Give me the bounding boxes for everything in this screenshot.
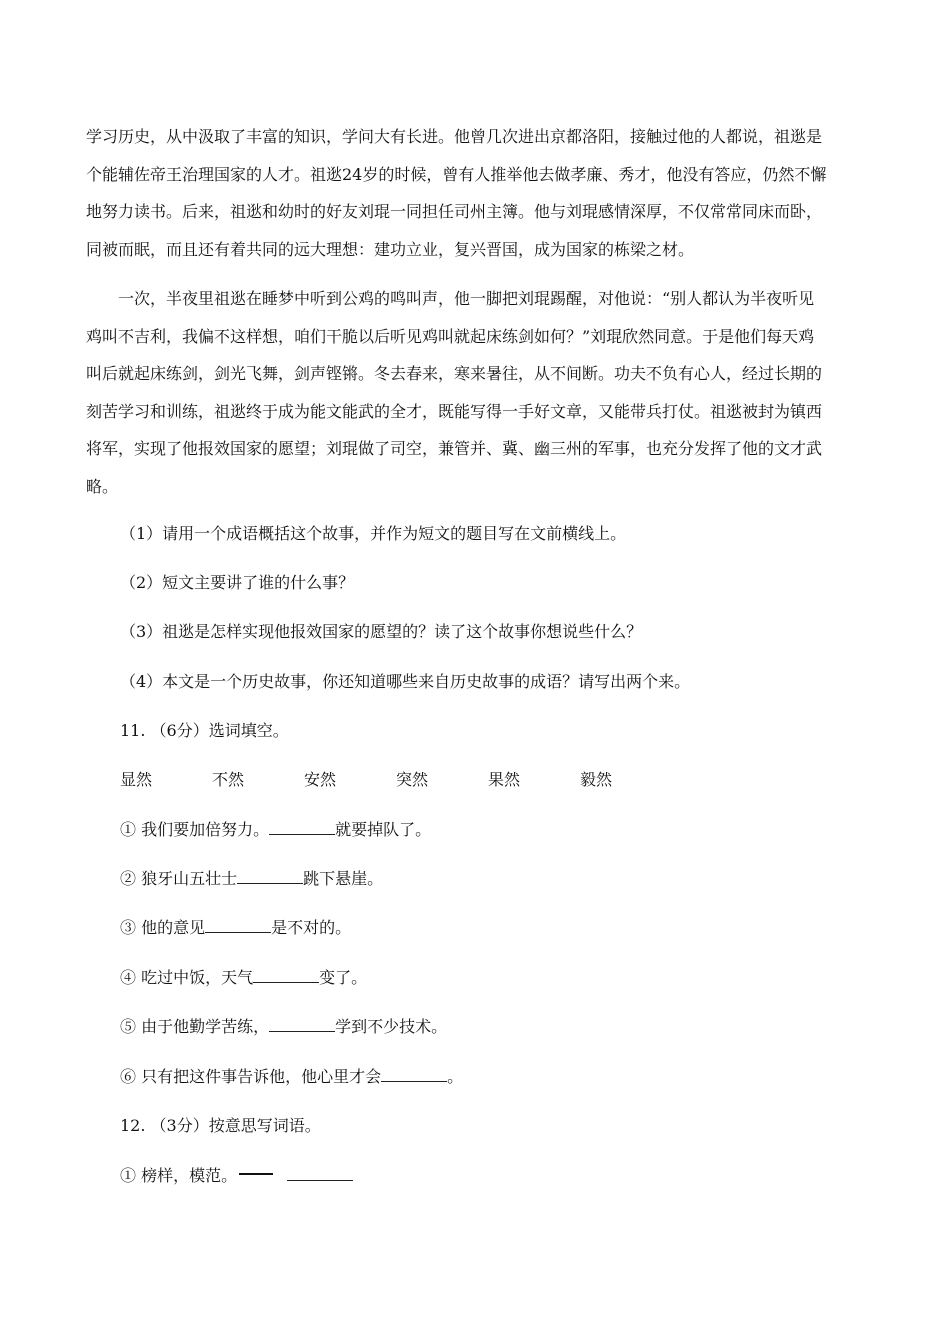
fill-item-suffix: 。 [447, 1067, 464, 1086]
text-line: 刻苦学习和训练，祖逖终于成为能文能武的全才，既能写得一手好文章，又能带兵打仗。祖逖被封为镇西 [86, 401, 823, 421]
fill-item-suffix: 跳下悬崖。 [303, 869, 384, 888]
word-option: 毅然 [580, 770, 613, 789]
text-line: 一次，半夜里祖逖在睡梦中听到公鸡的鸣叫声，他一脚把刘琨踢醒，对他说：“别人都认为半夜听见 [86, 289, 815, 308]
answer-blank[interactable] [287, 1166, 353, 1181]
fill-item [120, 820, 431, 840]
answer-blank[interactable] [237, 869, 303, 884]
fill-item-prefix: ② 狼牙山五壮士 [120, 869, 238, 888]
fill-item [120, 968, 367, 988]
fill-item [120, 869, 383, 889]
question-2: （2）短文主要讲了谁的什么事？ [120, 573, 355, 592]
answer-blank[interactable] [269, 820, 335, 835]
word-option: 突然 [396, 770, 429, 789]
question-4: （4）本文是一个历史故事，你还知道哪些来自历史故事的成语？请写出两个来。 [120, 672, 691, 691]
q12-title: 12. （3分）按意思写词语。 [120, 1116, 321, 1135]
fill-item [120, 1067, 463, 1087]
text-line: 个能辅佐帝王治理国家的人才。祖逖24岁的时候，曾有人推举他去做孝廉、秀才，他没有答应，仍然不懈 [86, 164, 827, 184]
passage-paragraph-2 [86, 280, 864, 506]
answer-blank[interactable] [269, 1017, 335, 1032]
fill-item-suffix: 是不对的。 [271, 918, 352, 937]
text-line: 叫后就起床练剑，剑光飞舞，剑声铿锵。冬去春来，寒来暑往，从不间断。功夫不负有心人，经过长期的 [86, 364, 823, 384]
text-line: 学习历史，从中汲取了丰富的知识，学问大有长进。他曾几次进出京都洛阳，接触过他的人都说，祖逖是 [86, 127, 823, 146]
question-1: （1）请用一个成语概括这个故事，并作为短文的题目写在文前横线上。 [120, 524, 627, 543]
fill-item-prefix: ⑥ 只有把这件事告诉他，他心里才会 [120, 1067, 382, 1086]
answer-blank[interactable] [253, 968, 319, 983]
fill-item-suffix: 变了。 [319, 968, 368, 987]
answer-blank[interactable] [381, 1067, 447, 1082]
word-option: 不然 [212, 770, 245, 789]
word-option: 安然 [304, 770, 337, 789]
fill-item-prefix: ⑤ 由于他勤学苦练， [120, 1017, 270, 1036]
text-line: 同被而眠，而且还有着共同的远大理想：建功立业，复兴晋国，成为国家的栋梁之材。 [86, 239, 695, 259]
fill-item [120, 1017, 447, 1037]
fill-item-prefix: ③ 他的意见 [120, 918, 206, 937]
text-line: 将军，实现了他报效国家的愿望；刘琨做了司空，兼管并、冀、幽三州的军事，也充分发挥了他的文才武 [86, 439, 823, 459]
question-3: （3）祖逖是怎样实现他报效国家的愿望的？读了这个故事你想说些什么？ [120, 622, 643, 641]
definition-item [120, 1166, 353, 1186]
text-line: 地努力读书。后来，祖逖和幼时的好友刘琨一同担任司州主簿。他与刘琨感情深厚，不仅常常同床而卧， [86, 202, 823, 222]
fill-item-prefix: ④ 吃过中饭，天气 [120, 968, 254, 987]
fill-item-prefix: ① 我们要加倍努力。 [120, 820, 270, 839]
fill-item [120, 918, 351, 938]
dash-connector [239, 1173, 273, 1175]
word-option: 果然 [488, 770, 521, 789]
answer-blank[interactable] [205, 918, 271, 933]
fill-item-suffix: 就要掉队了。 [335, 820, 432, 839]
passage-paragraph-1 [86, 118, 864, 268]
fill-item-suffix: 学到不少技术。 [335, 1017, 448, 1036]
text-line: 鸡叫不吉利，我偏不这样想，咱们干脆以后听见鸡叫就起床练剑如何？”刘琨欣然同意。于是他们每天鸡 [86, 326, 815, 346]
word-option: 显然 [120, 770, 153, 789]
definition-text: ① 榜样，模范。 [120, 1166, 238, 1185]
text-line: 略。 [86, 476, 119, 496]
q11-title: 11. （6分）选词填空。 [120, 721, 289, 740]
